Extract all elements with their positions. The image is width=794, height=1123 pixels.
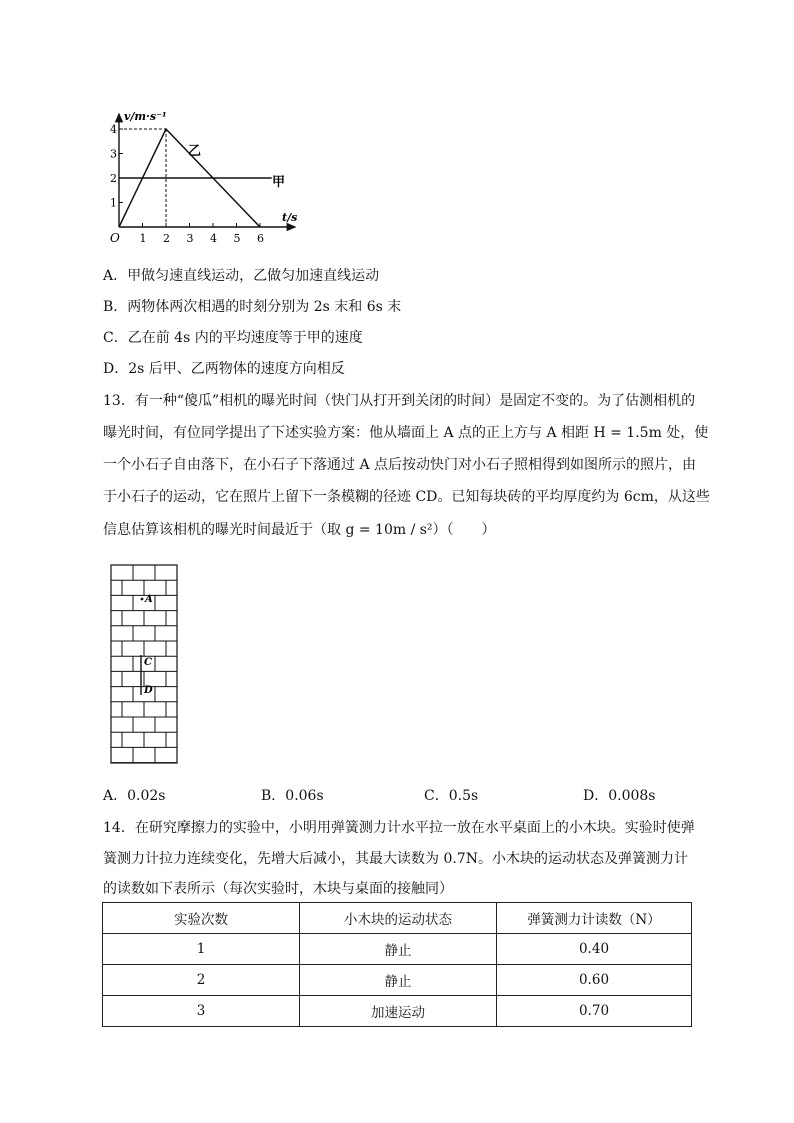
cell-state: 静止 [300, 965, 497, 996]
cell-trial: 2 [103, 965, 300, 996]
y-axis-label: v/m·s⁻¹ [124, 110, 167, 123]
q14-line-3: 的读数如下表所示（每次实验时，木块与桌面的接触同） [103, 881, 453, 897]
q13-line-2: 曝光时间，有位同学提出了下述实验方案：他从墙面上 A 点的正上方与 A 相距 H = 1.5m 处，使 [103, 425, 709, 441]
q14-line-2: 簧测力计拉力连续变化，先增大后减小，其最大读数为 0.7N。小木块的运动状态及弹簧测力计 [103, 851, 688, 867]
x-tick-label: 3 [186, 232, 194, 245]
y-tick-label: 1 [110, 196, 117, 210]
x-axis-label: t/s [282, 211, 298, 224]
col-header-state: 小木块的运动状态 [300, 903, 497, 934]
series-yi-label: 乙 [188, 144, 202, 159]
series-jia-label: 甲 [272, 175, 286, 190]
col-header-trial: 实验次数 [103, 903, 300, 934]
cell-state: 加速运动 [300, 996, 497, 1027]
col-header-reading: 弹簧测力计读数（N） [497, 903, 692, 934]
q13-option-c: C．0.5s [424, 788, 479, 804]
q13-option-d: D．0.008s [583, 788, 656, 804]
q13-line-3: 一个小石子自由落下，在小石子下落通过 A 点后按动快门对小石子照相得到如图所示的照片，由 [103, 457, 697, 473]
y-tick-label: 3 [110, 147, 117, 161]
cell-trial: 3 [103, 996, 300, 1027]
x-tick-label: 1 [139, 232, 147, 245]
q13-option-a: A．0.02s [103, 788, 166, 804]
q13-line-5: 信息估算该相机的曝光时间最近于（取 g = 10m / s²）（ ） [103, 522, 496, 538]
x-tick-label: 6 [257, 232, 264, 245]
q14-line-1: 14．在研究摩擦力的实验中，小明用弹簧测力计水平拉一放在水平桌面上的小木块。实验时使弹 [103, 820, 695, 836]
q12-option-b: B．两物体两次相遇的时刻分别为 2s 末和 6s 末 [103, 299, 402, 315]
x-tick-label: 4 [210, 232, 217, 245]
y-tick-label: 4 [110, 123, 117, 136]
q12-option-a: A．甲做匀速直线运动，乙做匀加速直线运动 [103, 268, 380, 284]
origin-label: O [110, 231, 120, 245]
q13-option-b: B．0.06s [261, 788, 324, 804]
table-row [103, 965, 692, 996]
q13-line-1: 13．有一种“傻瓜”相机的曝光时间（快门从打开到关闭的时间）是固定不变的。为了估测相机的 [103, 393, 696, 409]
cell-reading: 0.40 [497, 934, 692, 965]
cell-state: 静止 [300, 934, 497, 965]
cell-reading: 0.60 [497, 965, 692, 996]
velocity-time-graph [100, 110, 300, 250]
q12-option-c: C．乙在前 4s 内的平均速度等于甲的速度 [103, 330, 363, 346]
x-tick-label: 2 [163, 232, 170, 245]
cell-trial: 1 [103, 934, 300, 965]
point-a-label: A [145, 594, 153, 605]
x-tick-label: 5 [233, 232, 241, 245]
brick-wall-figure [108, 563, 180, 768]
table-row [103, 934, 692, 965]
y-tick-label: 2 [110, 172, 117, 185]
experiment-table [102, 902, 692, 1027]
q12-option-d: D．2s 后甲、乙两物体的速度方向相反 [103, 361, 345, 377]
cell-reading: 0.70 [497, 996, 692, 1027]
q13-options [103, 785, 693, 805]
point-d-label: D [144, 685, 153, 696]
point-a-dot [141, 598, 144, 601]
table-header-row [103, 903, 692, 934]
q13-line-4: 于小石子的运动，它在照片上留下一条模糊的径迹 CD。已知每块砖的平均厚度约为 6cm，从这些 [103, 489, 710, 505]
point-c-label: C [144, 657, 152, 668]
table-row [103, 996, 692, 1027]
